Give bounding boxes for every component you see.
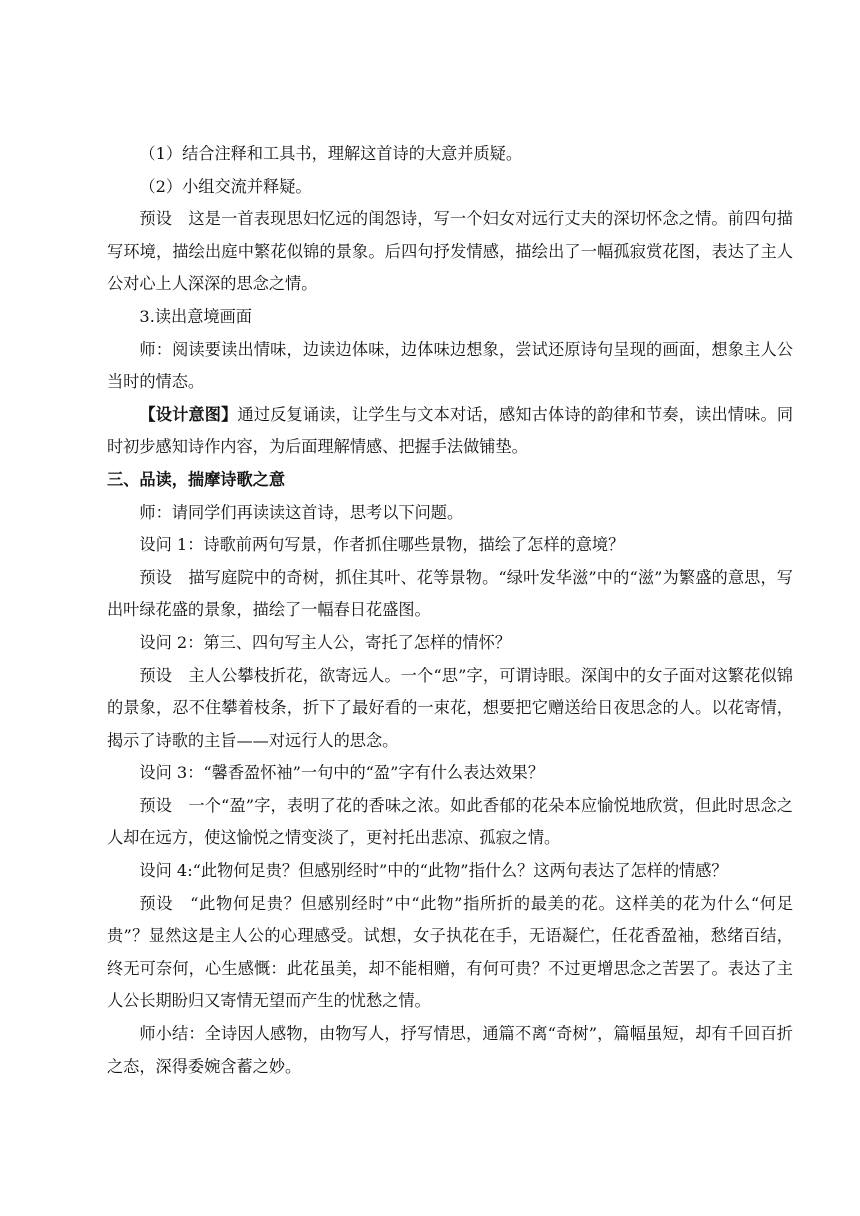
paragraph-step-1: （1）结合注释和工具书，理解这首诗的大意并质疑。 — [139, 144, 523, 163]
answer-4: 预设 “此物何足贵？但感别经时”中“此物”指所折的最美的花。这样美的花为什么“何足贵”？显然这是主人公的心理感受。试想，女子执花在手，无语凝伫，任花香盈袖，愁绪百结，终无可奈何，心生感慨：此花虽美，却不能相赠，有何可贵？不过更增思念之苦罢了。表达了主人公长期盼归又寄情无望而产生的忧愁之情。 — [107, 893, 793, 1011]
design-intent-label: 【设计意图】 — [139, 404, 238, 424]
teacher-summary: 师小结：全诗因人感物，由物写人，抒写情思，通篇不离“奇树”，篇幅虽短，却有千回百折之态，深得委婉含蓄之妙。 — [107, 1024, 793, 1076]
answer-2: 预设 主人公攀枝折花，欲寄远人。一个“思”字，可谓诗眼。深闺中的女子面对这繁花似锦的景象，忍不住攀着枝条，折下了最好看的一束花，想要把它赠送给日夜思念的人。以花寄情，揭示了诗歌的主旨——对远行人的思念。 — [107, 665, 793, 750]
question-2: 设问 2：第三、四句写主人公，寄托了怎样的情怀？ — [139, 632, 511, 652]
paragraph-preset-summary: 预设 这是一首表现思妇忆远的闺怨诗，写一个妇女对远行丈夫的深切怀念之情。前四句描写环境，描绘出庭中繁花似锦的景象。后四句抒发情感，描绘出了一幅孤寂赏花图，表达了主人公对心上人深深的思念之情。 — [107, 209, 793, 294]
question-3: 设问 3：“馨香盈怀袖”一句中的“盈”字有什么表达效果？ — [139, 763, 545, 783]
design-intent-text: 通过反复诵读，让学生与文本对话，感知古体诗的韵律和节奏，读出情味。同时初步感知诗作内容，为后面理解情感、把握手法做铺垫。 — [107, 404, 794, 457]
question-1: 设问 1：诗歌前两句写景，作者抓住哪些景物，描绘了怎样的意境？ — [139, 535, 625, 555]
section-heading-three: 三、品读，揣摩诗歌之意 — [107, 469, 286, 489]
paragraph-teacher-prompt: 师：请同学们再读读这首诗，思考以下问题。 — [139, 502, 464, 522]
paragraph-teacher-instruction: 师：阅读要读出情味，边读边体味，边体味边想象，尝试还原诗句呈现的画面，想象主人公当时的情态。 — [107, 339, 793, 392]
answer-3: 预设 一个“盈”字，表明了花的香味之浓。如此香郁的花朵本应愉悦地欣赏，但此时思念之人却在远方，使这愉悦之情变淡了，更衬托出悲凉、孤寂之情。 — [107, 795, 793, 848]
question-4: 设问 4:“此物何足贵？但感别经时”中的“此物”指什么？这两句表达了怎样的情感？ — [139, 861, 728, 881]
document-body — [107, 138, 793, 1083]
answer-1: 预设 描写庭院中的奇树，抓住其叶、花等景物。“绿叶发华滋”中的“滋”为繁盛的意思，写出叶绿花盛的景象，描绘了一幅春日花盛图。 — [107, 567, 793, 620]
paragraph-design-intent — [107, 399, 793, 464]
subheading-read-imagery: 3.读出意境画面 — [139, 306, 252, 326]
paragraph-step-2: （2）小组交流并释疑。 — [139, 176, 312, 196]
